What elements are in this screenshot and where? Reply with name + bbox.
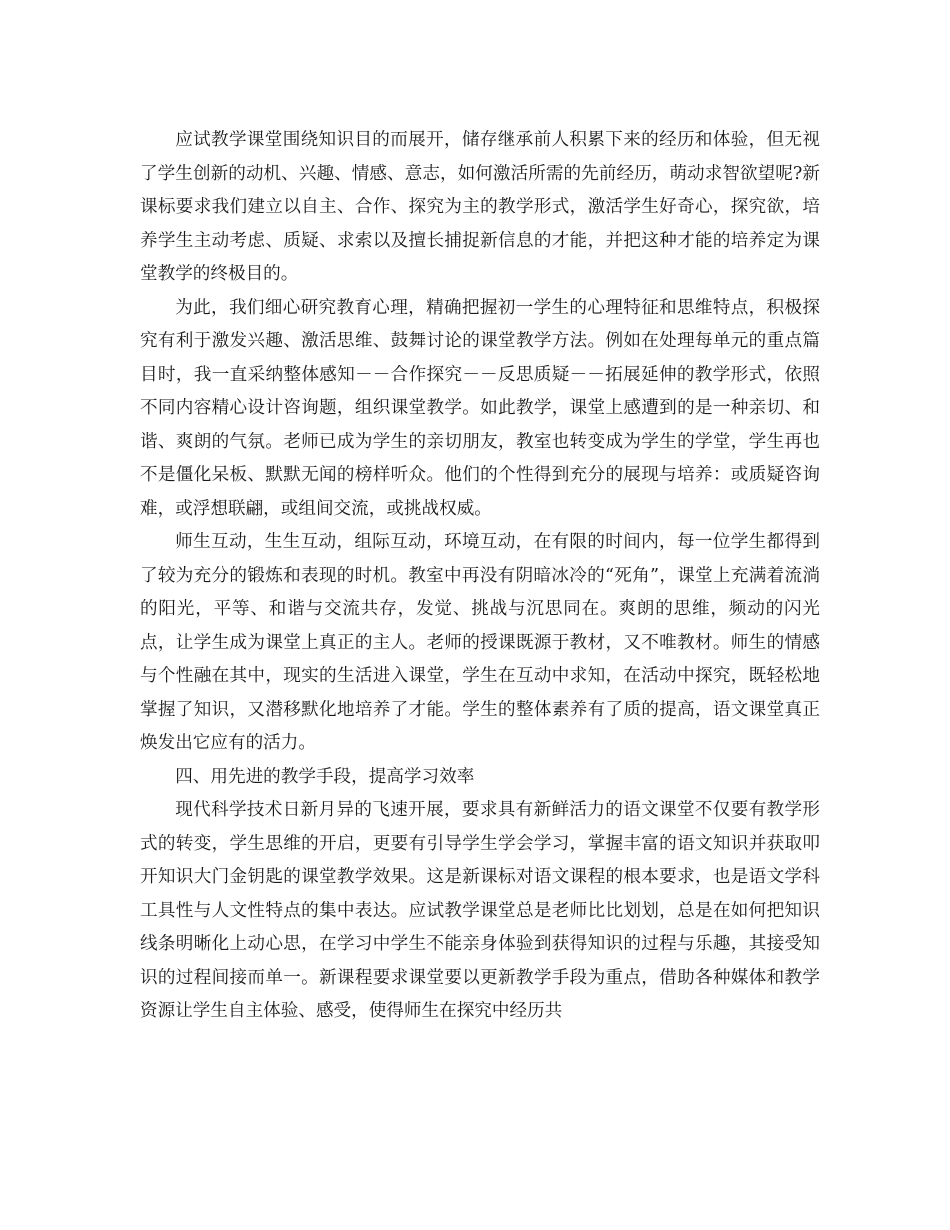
section-heading: 四、用先进的教学手段，提高学习效率 bbox=[175, 766, 475, 787]
document-body bbox=[140, 124, 820, 1029]
paragraph-1: 应试教学课堂围绕知识目的而展开，储存继承前人积累下来的经历和体验，但无视了学生创新的动机、兴趣、情感、意志，如何激活所需的先前经历，萌动求智欲望呢?新课标要求我们建立以自主、合作、探究为主的教学形式，激活学生好奇心，探究欲，培养学生主动考虑、质疑、求索以及擅长捕捉新信息的才能，并把这种才能的培养定为课堂教学的终极目的。 bbox=[140, 130, 820, 284]
paragraph-4: 现代科学技术日新月异的飞速开展，要求具有新鲜活力的语文课堂不仅要有教学形式的转变，学生思维的开启，更要有引导学生学会学习，掌握丰富的语文知识并获取叩开知识大门金钥匙的课堂教学效果。这是新课标对语文课程的根本要求，也是语文学科工具性与人文性特点的集中表达。应试教学课堂总是老师比比划划，总是在如何把知识线条明晰化上动心思，在学习中学生不能亲身体验到获得知识的过程与乐趣，其接受知识的过程间接而单一。新课程要求课堂要以更新教学手段为重点，借助各种媒体和教学资源让学生自主体验、感受，使得师生在探究中经历共 bbox=[140, 800, 820, 1021]
paragraph-3: 师生互动，生生互动，组际互动，环境互动，在有限的时间内，每一位学生都得到了较为充分的锻炼和表现的时机。教室中再没有阴暗冰冷的“死角”，课堂上充满着流淌的阳光，平等、和谐与交流共存，发觉、挑战与沉思同在。爽朗的思维，频动的闪光点，让学生成为课堂上真正的主人。老师的授课既源于教材，又不唯教材。师生的情感与个性融在其中，现实的生活进入课堂，学生在互动中求知，在活动中探究，既轻松地掌握了知识，又潜移默化地培养了才能。学生的整体素养有了质的提高，语文课堂真正焕发出它应有的活力。 bbox=[140, 532, 820, 753]
paragraph-2: 为此，我们细心研究教育心理，精确把握初一学生的心理特征和思维特点，积极探究有利于激发兴趣、激活思维、鼓舞讨论的课堂教学方法。例如在处理每单元的重点篇目时，我一直采纳整体感知－－合作探究－－反思质疑－－拓展延伸的教学形式，依照不同内容精心设计咨询题，组织课堂教学。如此教学，课堂上感遭到的是一种亲切、和谐、爽朗的气氛。老师已成为学生的亲切朋友，教室也转变成为学生的学堂，学生再也不是僵化呆板、默默无闻的榜样听众。他们的个性得到充分的展现与培养：或质疑咨询难，或浮想联翩，或组间交流，或挑战权威。 bbox=[140, 297, 820, 519]
